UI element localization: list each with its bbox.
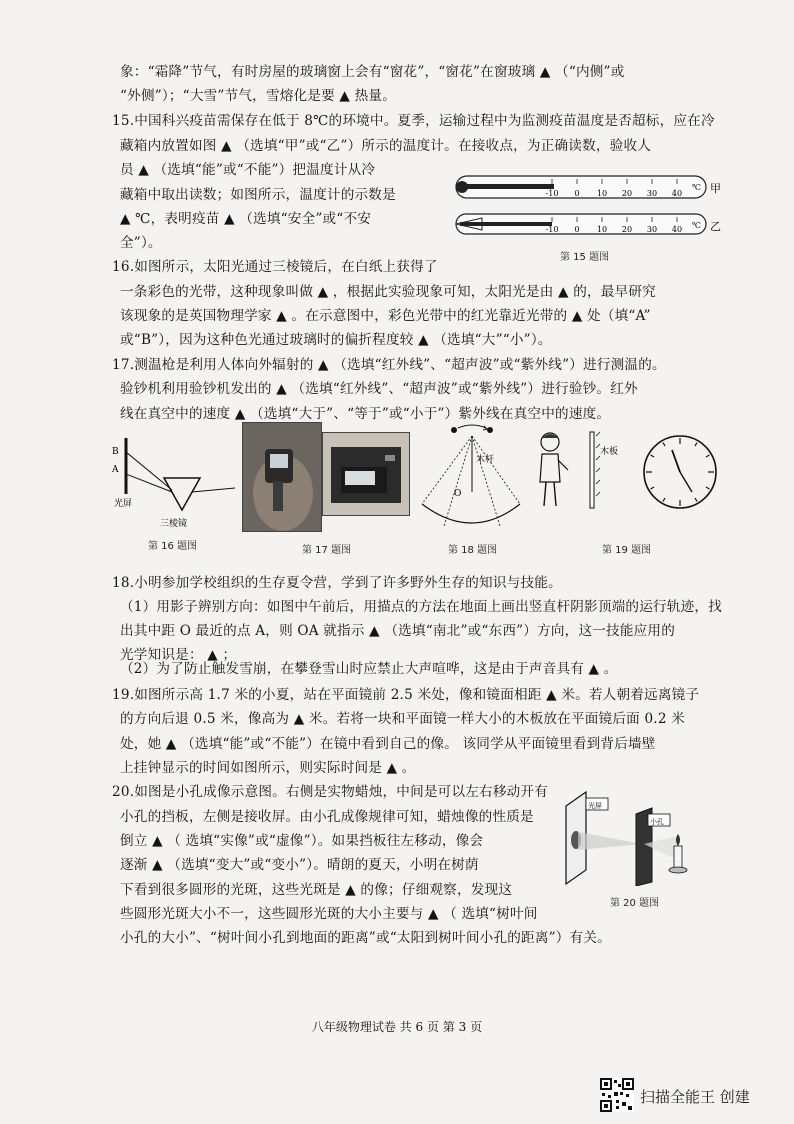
q19-line: 的方向后退 0.5 米，像高为 ▲ 米。若将一块和平面镜一样大小的木板放在平面镜后面 0.2 米 <box>120 711 685 727</box>
q16-line: 一条彩色的光带，这种现象叫做 ▲ ，根据此实验现象可知，太阳光是由 ▲ 的，最早研究 <box>120 284 656 300</box>
qr-code-icon <box>600 1078 634 1112</box>
q19-line: 上挂钟显示的时间如图所示，则实际时间是 ▲ 。 <box>120 760 416 776</box>
q16-line: 16.如图所示，太阳光通过三棱镜后，在白纸上获得了 <box>112 259 438 275</box>
fig18-caption: 第 18 题图 <box>448 545 498 556</box>
prism-shape <box>164 478 200 510</box>
tick-label: 10 <box>596 189 608 198</box>
scanner-watermark-text: 扫描全能王 创建 <box>640 1088 750 1106</box>
fig20-caption: 第 20 题图 <box>610 898 660 909</box>
q20-line: 些圆形光斑大小不一，这些圆形光斑的大小主要与 ▲ （ 选填“树叶间 <box>120 906 538 922</box>
fig15-caption: 第 15 题图 <box>560 252 610 263</box>
label-origin: O <box>454 489 462 499</box>
q18-line: 18.小明参加学校组织的生存夏令营，学到了许多野外生存的知识与技能。 <box>112 575 562 591</box>
tick-label: 0 <box>574 225 580 234</box>
q17-line: 线在真空中的速度 ▲ （选填“大于”、“等于”或“小于”）紫外线在真空中的速度。 <box>120 406 611 422</box>
q15-line: 全”）。 <box>120 235 162 251</box>
clock-minute-hand <box>680 472 692 492</box>
pinhole-figure <box>560 786 690 886</box>
label-screen: 光屏 <box>114 499 133 509</box>
q17-line: 验钞机利用验钞机发出的 ▲ （选填“红外线”、“超声波”或“紫外线”）进行验钞。红外 <box>120 381 638 397</box>
q20-line: 20.如图是小孔成像示意图。右侧是实物蜡烛，中间是可以左右移动开有 <box>112 784 549 800</box>
fig17-caption: 第 17 题图 <box>302 545 352 556</box>
label-a: A <box>112 465 119 475</box>
q20-line: 小孔的挡板，左侧是接收屏。由小孔成像规律可知，蜡烛像的性质是 <box>120 809 534 825</box>
money-detector-photo <box>322 432 410 516</box>
fig19-caption: 第 19 题图 <box>602 545 652 556</box>
fig16-caption: 第 16 题图 <box>148 541 198 552</box>
q15-line: 员 ▲ （选填“能”或“不能”）把温度计从冷 <box>120 162 376 178</box>
q18-line: （2）为了防止触发雪崩，在攀登雪山时应禁止大声喧哗，这是由于声音具有 ▲ 。 <box>120 661 618 677</box>
label-hole: 小孔 <box>650 818 664 826</box>
sun-icon <box>451 427 457 433</box>
q14-line: 象：“霜降”节气，有时房屋的玻璃窗上会有“窗花”，“窗花”在窗玻璃 ▲ （“内侧”或 <box>120 64 625 80</box>
mirror-figure <box>530 428 630 518</box>
thermometer-jia <box>456 176 721 198</box>
label-jia: 甲 <box>710 182 721 195</box>
tick-label: 40 <box>671 189 683 198</box>
thermometer-figure <box>452 168 724 248</box>
q18-line: （1）用影子辨别方向：如图中午前后，用描点的方法在地面上画出竖直杆阴影顶端的运行轨迹，找 <box>120 599 722 615</box>
mirror <box>590 432 594 508</box>
label-screen: 光屏 <box>588 802 602 810</box>
tick-label: 10 <box>596 225 608 234</box>
q15-line: ▲ ℃，表明疫苗 ▲ （选填“安全”或“不安 <box>120 211 372 227</box>
label-prism: 三棱镜 <box>160 519 188 529</box>
label-pole: 木杆 <box>476 455 495 465</box>
q18-line: 出其中距 O 最近的点 A，则 OA 就指示 ▲ （选填“南北”或“东西”）方向，这一技能应用的 <box>120 623 676 639</box>
unit-label: ℃ <box>692 221 701 230</box>
label-b: B <box>112 447 119 457</box>
unit-label: ℃ <box>692 183 701 192</box>
scanner-watermark <box>600 1078 790 1114</box>
q14-line: “外侧”）；“大雪”节气，雪熔化是要 ▲ 热量。 <box>120 88 396 104</box>
clock-hour-hand <box>672 450 680 472</box>
prism-figure <box>110 430 240 530</box>
page-footer: 八年级物理试卷 共 6 页 第 3 页 <box>311 1020 483 1034</box>
girl-body <box>540 454 560 482</box>
q19-line: 处，她 ▲ （选填“能”或“不能”）在镜中看到自己的像。 该同学从平面镜里看到背后墙壁 <box>120 736 656 752</box>
tick-label: -10 <box>545 189 559 198</box>
q16-line: 或“B”），因为这种色光通过玻璃时的偏折程度较 ▲ （选填“大”“小”）。 <box>120 332 552 348</box>
q18-line: 光学知识是： ▲ ； <box>120 647 237 663</box>
q20-line: 逐渐 ▲ （选填“变大”或“变小”）。晴朗的夏天，小明在树荫 <box>120 857 479 873</box>
tick-label: 0 <box>574 189 580 198</box>
tick-label: 30 <box>646 225 658 234</box>
tick-label: -10 <box>545 225 559 234</box>
sun-icon <box>487 427 493 433</box>
clock-figure <box>640 432 720 512</box>
tick-label: 30 <box>646 189 658 198</box>
q20-line: 小孔的大小”、“树叶间小孔到地面的距离”或“太阳到树叶间小孔的距离”）有关。 <box>120 930 611 946</box>
q17-line: 17.测温枪是利用人体向外辐射的 ▲ （选填“红外线”、“超声波”或“紫外线”）进行测温的。 <box>112 357 666 373</box>
tick-label: 20 <box>621 189 633 198</box>
q19-line: 19.如图所示高 1.7 米的小夏，站在平面镜前 2.5 米处，像和镜面相距 ▲ 米。若人朝着远离镜子 <box>112 687 700 703</box>
candle <box>674 846 682 868</box>
q20-line: 倒立 ▲ （ 选填“实像”或“虚像”）。如果挡板往左移动，像会 <box>120 833 484 849</box>
label-yi: 乙 <box>710 220 721 233</box>
label-board: 木板 <box>600 447 619 457</box>
shadow-pole-figure <box>414 422 526 532</box>
q15-line: 藏箱内放置如图 ▲ （选填“甲”或“乙”）所示的温度计。在接收点，为正确读数，验收人 <box>120 138 652 154</box>
q20-line: 下看到很多圆形的光斑，这些光斑是 ▲ 的像；仔细观察，发现这 <box>120 882 513 898</box>
q15-line: 15.中国科兴疫苗需保存在低于 8℃的环境中。夏季，运输过程中为监测疫苗温度是否超标，应在冷 <box>112 113 715 129</box>
tick-label: 40 <box>671 225 683 234</box>
thermometer-yi <box>456 214 721 234</box>
q16-line: 该现象的是英国物理学家 ▲ 。在示意图中，彩色光带中的红光靠近光带的 ▲ 处（填“A” <box>120 308 651 324</box>
tick-label: 20 <box>621 225 633 234</box>
thermometer-gun-photo <box>242 422 322 532</box>
q15-line: 藏箱中取出读数；如图所示，温度计的示数是 <box>120 187 396 203</box>
